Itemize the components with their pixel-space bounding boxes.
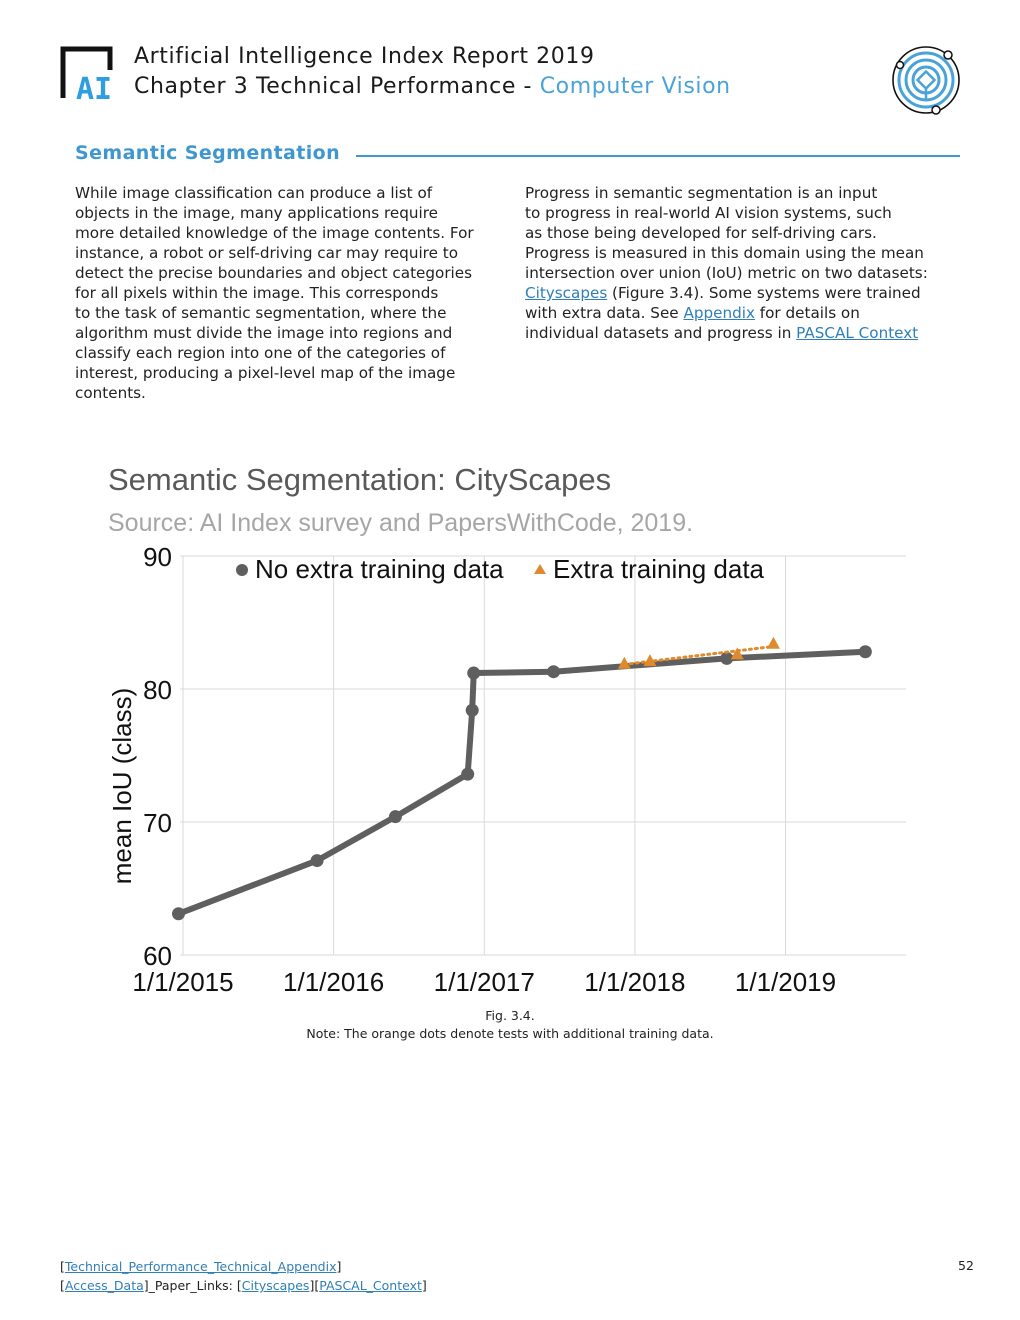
- data-point-no-extra: [859, 645, 872, 658]
- data-point-no-extra: [467, 667, 480, 680]
- data-point-extra: [618, 657, 631, 669]
- text-line: instance, a robot or self-driving car may require to: [75, 244, 459, 262]
- chapter-accent: Computer Vision: [539, 74, 731, 99]
- chapter-label: Chapter 3 Technical Performance -: [134, 74, 540, 99]
- data-point-no-extra: [172, 907, 185, 920]
- text-line: for all pixels within the image. This corresponds: [75, 284, 439, 302]
- x-tick-label: 1/1/2018: [584, 967, 686, 997]
- data-point-no-extra: [466, 704, 479, 717]
- data-point-no-extra: [389, 810, 402, 823]
- y-tick-label: 60: [143, 941, 172, 971]
- text-line: detect the precise boundaries and object categories: [75, 264, 473, 282]
- access-data-link[interactable]: Access_Data: [64, 1278, 144, 1293]
- text-line: more detailed knowledge of the image contents. For: [75, 224, 474, 242]
- pascal-context-paper-link[interactable]: PASCAL_Context: [319, 1278, 422, 1293]
- footer-line-2: [Access_Data]_Paper_Links: [Cityscapes][PASCAL_Context]: [60, 1278, 427, 1293]
- cityscapes-paper-link[interactable]: Cityscapes: [241, 1278, 310, 1293]
- text-line: classify each region into one of the categories of: [75, 344, 446, 362]
- data-point-no-extra: [547, 665, 560, 678]
- x-tick-label: 1/1/2019: [734, 967, 837, 997]
- x-tick-label: 1/1/2017: [433, 967, 535, 997]
- x-tick-label: 1/1/2015: [132, 967, 234, 997]
- text-line: individual datasets and progress in PASCAL Context: [525, 324, 919, 342]
- text-line: Progress in semantic segmentation is an input: [525, 184, 878, 202]
- text-line: interest, producing a pixel-level map of the image: [75, 364, 456, 382]
- figure-note: Note: The orange dots denote tests with additional training data.: [306, 1026, 714, 1041]
- appendix-link[interactable]: Appendix: [683, 304, 755, 322]
- chart-title: Semantic Segmentation: CityScapes: [108, 462, 612, 497]
- data-point-extra: [767, 637, 780, 649]
- legend-marker-no-extra: [236, 564, 248, 576]
- pascal-context-link[interactable]: PASCAL Context: [796, 324, 919, 342]
- text-line: objects in the image, many applications require: [75, 204, 438, 222]
- data-point-no-extra: [461, 768, 474, 781]
- x-tick-label: 1/1/2016: [283, 967, 385, 997]
- legend-label-extra: Extra training data: [553, 554, 765, 584]
- footer-line-1: [Technical_Performance_Technical_Appendix]: [60, 1259, 342, 1274]
- text-line: Progress is measured in this domain using the mean: [525, 244, 924, 262]
- y-axis-label: mean IoU (class): [107, 687, 137, 885]
- report-title: Artificial Intelligence Index Report 2019: [134, 44, 595, 69]
- section-title: Semantic Segmentation: [75, 142, 341, 164]
- cityscapes-link[interactable]: Cityscapes: [525, 284, 608, 302]
- series-line-no-extra: [178, 652, 865, 914]
- text-line: algorithm must divide the image into regions and: [75, 324, 453, 342]
- text-line: Cityscapes (Figure 3.4). Some systems were trained: [525, 284, 921, 302]
- legend-label-no-extra: No extra training data: [255, 554, 504, 584]
- page-number: 52: [958, 1258, 974, 1273]
- y-tick-label: 70: [143, 808, 172, 838]
- text-line: as those being developed for self-driving cars.: [525, 224, 877, 242]
- text-line: contents.: [75, 384, 146, 402]
- data-point-extra: [731, 647, 744, 659]
- y-tick-label: 80: [143, 675, 172, 705]
- text-line: to the task of semantic segmentation, where the: [75, 304, 447, 322]
- text-line: intersection over union (IoU) metric on two datasets:: [525, 264, 928, 282]
- paper-links-label: _Paper_Links:: [148, 1278, 237, 1293]
- text-line: to progress in real-world AI vision systems, such: [525, 204, 892, 222]
- logo-text: AI: [76, 72, 113, 102]
- text-line: with extra data. See Appendix for details on: [525, 304, 860, 322]
- data-point-no-extra: [311, 854, 324, 867]
- y-tick-label: 90: [143, 542, 172, 572]
- chart-subtitle: Source: AI Index survey and PapersWithCode, 2019.: [108, 509, 694, 537]
- text-line: While image classification can produce a list of: [75, 184, 433, 202]
- figure-label: Fig. 3.4.: [485, 1008, 535, 1023]
- legend-marker-extra: [534, 564, 546, 574]
- technical-appendix-link[interactable]: Technical_Performance_Technical_Appendix: [64, 1259, 337, 1274]
